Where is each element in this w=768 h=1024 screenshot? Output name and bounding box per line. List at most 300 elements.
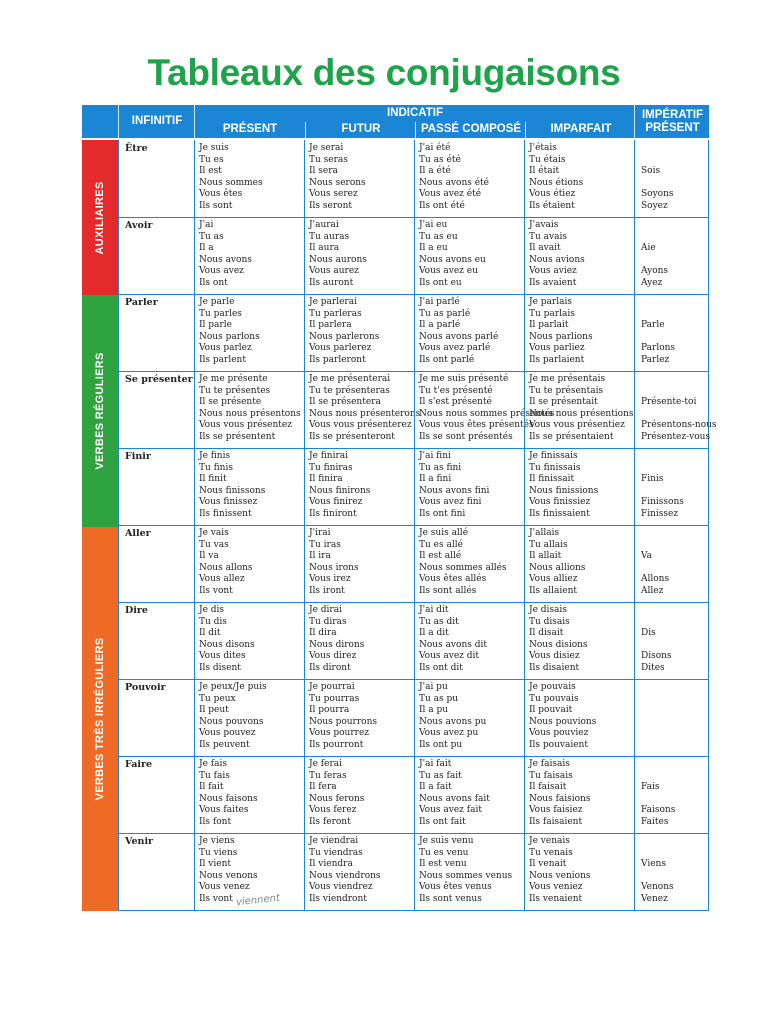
- conjugation-line: Je parlerai: [309, 297, 357, 307]
- imperatif-cell: [634, 833, 709, 910]
- imperatif-line: Finissons: [641, 497, 684, 508]
- conjugation-line: Nous disions: [529, 639, 588, 650]
- conjugation-line: Tu as pu: [419, 693, 459, 704]
- conjugation-line: Ils finissaient: [529, 508, 590, 519]
- imperatif-line: [641, 374, 708, 386]
- conjugation-line: Tu seras: [309, 154, 348, 165]
- conjugation-line: Il se présentait: [529, 397, 598, 408]
- group-irreguliers-label: VERBES TRÈS IRRÉGULIERS: [94, 637, 106, 801]
- conjugation-line: Ils ont dit: [419, 662, 463, 673]
- conjugation-line: Vous avez été: [419, 189, 482, 200]
- imperatif-line: Viens: [641, 859, 666, 870]
- conjugation-line: Ils avaient: [529, 277, 577, 288]
- header-indicatif-label: INDICATIF: [386, 107, 443, 119]
- conjugation-line: Ils peuvent: [199, 739, 250, 750]
- conjugation-line: Ils sont allés: [419, 585, 477, 596]
- imperatif-line: [641, 528, 708, 540]
- conjugation-line: Il dira: [309, 628, 337, 639]
- imperatif-cell: [634, 679, 709, 756]
- imparfait-cell: [524, 833, 634, 910]
- infinitif-cell: Avoir: [118, 217, 194, 294]
- passe-compose-cell: [414, 448, 524, 525]
- conjugation-line: Ils ont fait: [419, 816, 466, 827]
- conjugation-line: Tu peux: [199, 693, 236, 704]
- conjugation-line: Il allait: [529, 551, 562, 562]
- conjugation-line: Ils pouvaient: [529, 739, 588, 750]
- conjugation-line: Nous venions: [529, 870, 591, 881]
- header-passe-compose-label: PASSÉ COMPOSÉ: [420, 123, 522, 135]
- imparfait-cell: [524, 294, 634, 371]
- conjugation-line: Ils se sont présentés: [419, 431, 513, 442]
- conjugation-line: Nous parlerons: [309, 331, 380, 342]
- conjugation-line: Je dirai: [309, 605, 342, 615]
- imperatif-line: Venons: [641, 882, 674, 893]
- imperatif-line: [641, 386, 708, 398]
- conjugation-line: Il va: [199, 551, 219, 562]
- group-irreguliers: [82, 527, 118, 911]
- passe-compose-cell: [414, 294, 524, 371]
- conjugation-line: Vous venez: [199, 882, 250, 893]
- conjugation-line: J'ai fini: [419, 451, 451, 461]
- conjugation-line: Ils pourront: [309, 739, 364, 750]
- infinitif-cell: Dire: [118, 602, 194, 679]
- imperatif-cell: [634, 371, 717, 448]
- imperatif-line: [641, 728, 708, 740]
- passe-compose-cell: [414, 371, 555, 448]
- conjugation-line: J'aurai: [309, 220, 339, 230]
- conjugation-line: Tu es: [199, 154, 224, 165]
- header-imparfait: [525, 122, 636, 138]
- conjugation-line: Tu allais: [529, 539, 568, 550]
- conjugation-line: Vous êtes venus: [419, 882, 492, 893]
- present-cell: [194, 833, 304, 910]
- present-cell: [194, 679, 304, 756]
- header-indicatif-group: [194, 105, 635, 138]
- conjugation-line: Nous disons: [199, 639, 255, 650]
- conjugation-line: Je suis venu: [419, 836, 474, 846]
- conjugation-line: Tu as fait: [419, 770, 462, 781]
- conjugation-line: Tu venais: [529, 847, 573, 858]
- conjugation-line: Ils vont: [199, 585, 233, 596]
- table-row: [118, 756, 709, 834]
- conjugation-line: Tu as: [199, 231, 224, 242]
- imperatif-line: [641, 143, 708, 155]
- conjugation-line: Tu parles: [199, 308, 242, 319]
- conjugation-line: Je parlais: [529, 297, 572, 307]
- conjugation-line: J'ai fait: [419, 759, 452, 769]
- conjugation-line: Vous veniez: [529, 882, 583, 893]
- futur-cell: [304, 525, 414, 602]
- conjugation-line: Nous avons dit: [419, 639, 487, 650]
- conjugation-line: Il aura: [309, 243, 340, 254]
- conjugation-line: Nous serons: [309, 177, 366, 188]
- conjugation-line: Il parlait: [529, 320, 569, 331]
- conjugation-line: Vous vous présentez: [199, 420, 292, 431]
- present-cell: [194, 602, 304, 679]
- conjugation-line: Il a: [199, 243, 214, 254]
- conjugation-line: Il parle: [199, 320, 232, 331]
- conjugation-line: Tu diras: [309, 616, 347, 627]
- conjugation-line: Ils vont: [199, 893, 233, 904]
- imperatif-line: [641, 705, 708, 717]
- conjugation-line: Il a fini: [419, 474, 452, 485]
- conjugation-line: Il venait: [529, 859, 567, 870]
- conjugation-line: Tu feras: [309, 770, 347, 781]
- imperatif-line: Parlons: [641, 343, 676, 354]
- conjugation-line: J'irai: [309, 528, 331, 538]
- passe-compose-cell: [414, 140, 524, 217]
- conjugation-line: J'allais: [529, 528, 560, 538]
- conjugation-line: Tu finiras: [309, 462, 353, 473]
- conjugation-line: Vous pourrez: [309, 728, 370, 739]
- conjugation-line: Vous parlerez: [309, 343, 372, 354]
- imperatif-line: Présentez-vous: [641, 431, 711, 442]
- conjugation-line: Je suis allé: [419, 528, 469, 538]
- conjugation-line: Vous faisiez: [529, 805, 583, 816]
- passe-compose-cell: [414, 525, 524, 602]
- imperatif-line: Sois: [641, 166, 661, 177]
- conjugation-line: Nous viendrons: [309, 870, 381, 881]
- conjugation-line: Vous allez: [199, 574, 245, 585]
- table-header: [82, 105, 709, 138]
- conjugation-line: Nous finissions: [529, 485, 599, 496]
- conjugation-line: Il viendra: [309, 859, 353, 870]
- conjugation-line: Tu étais: [529, 154, 566, 165]
- imperatif-line: Finis: [641, 474, 664, 485]
- futur-cell: [304, 756, 414, 833]
- conjugation-line: Vous direz: [309, 651, 357, 662]
- imperatif-line: [641, 771, 708, 783]
- group-reguliers: [82, 295, 118, 527]
- conjugation-line: Je fais: [199, 759, 227, 769]
- futur-cell: [304, 371, 421, 448]
- conjugation-line: Ils finissent: [199, 508, 252, 519]
- imperatif-line: [641, 255, 708, 267]
- conjugation-line: Vous vous présentiez: [529, 420, 625, 431]
- conjugation-line: Je me présente: [199, 374, 268, 384]
- header-futur-label: FUTUR: [341, 123, 381, 135]
- conjugation-line: Ils venaient: [529, 893, 583, 904]
- futur-cell: [304, 294, 414, 371]
- conjugation-line: Nous avons fait: [419, 793, 490, 804]
- futur-cell: [304, 217, 414, 294]
- table-row: [118, 217, 709, 295]
- conjugation-line: Il faisait: [529, 782, 567, 793]
- conjugation-line: Tu viens: [199, 847, 238, 858]
- conjugation-line: Vous avez pu: [419, 728, 479, 739]
- table-row: [118, 294, 709, 372]
- conjugation-line: Tu t'es présenté: [419, 385, 493, 396]
- conjugation-line: Ils disaient: [529, 662, 580, 673]
- header-present: [195, 122, 305, 135]
- conjugation-line: Vous avez fait: [419, 805, 482, 816]
- conjugation-line: Il a dit: [419, 628, 449, 639]
- conjugation-line: Nous pouvions: [529, 716, 597, 727]
- imperatif-line: [641, 332, 708, 344]
- conjugation-line: Ils seront: [309, 200, 352, 211]
- conjugation-line: Ils ont fini: [419, 508, 466, 519]
- group-reguliers-label: VERBES RÉGULIERS: [94, 352, 106, 470]
- conjugation-line: Tu finissais: [529, 462, 581, 473]
- conjugation-line: Vous serez: [309, 189, 358, 200]
- conjugation-line: Tu avais: [529, 231, 567, 242]
- conjugation-line: Il disait: [529, 628, 564, 639]
- conjugation-line: Ils iront: [309, 585, 345, 596]
- conjugation-line: Ils faisaient: [529, 816, 583, 827]
- conjugation-line: Ils font: [199, 816, 232, 827]
- infinitif-cell: Se présenter: [118, 371, 194, 448]
- conjugation-line: Vous vous présenterez: [309, 420, 412, 431]
- conjugation-line: Tu vas: [199, 539, 229, 550]
- conjugation-line: Tu te présenteras: [309, 385, 390, 396]
- conjugation-line: Vous finirez: [309, 497, 363, 508]
- imperatif-line: Faisons: [641, 805, 676, 816]
- conjugation-line: Je finirai: [309, 451, 349, 461]
- group-auxiliaires: [82, 140, 118, 295]
- conjugation-line: Nous nous présentions: [529, 408, 634, 419]
- conjugation-line: Nous avons: [199, 254, 252, 265]
- imperatif-line: Finissez: [641, 508, 679, 519]
- present-cell: [194, 140, 304, 217]
- imperatif-line: [641, 682, 708, 694]
- imperatif-line: [641, 605, 708, 617]
- table-row: [118, 525, 709, 603]
- conjugation-line: Ils se présentaient: [529, 431, 614, 442]
- table-row: [118, 833, 709, 911]
- conjugation-line: Vous vous êtes présentés: [419, 420, 534, 431]
- conjugation-line: Je suis: [199, 143, 229, 153]
- conjugation-line: Vous êtes allés: [419, 574, 487, 585]
- present-cell: [194, 294, 304, 371]
- conjugation-line: Vous aviez: [529, 266, 577, 277]
- conjugation-line: Nous pourrons: [309, 716, 377, 727]
- infinitif-cell: Parler: [118, 294, 194, 371]
- imperatif-line: [641, 451, 708, 463]
- conjugation-line: Nous parlions: [529, 331, 593, 342]
- conjugation-line: Nous finissons: [199, 485, 266, 496]
- conjugation-line: Nous nous sommes présentés: [419, 408, 555, 419]
- conjugation-line: Il finissait: [529, 474, 575, 485]
- table-row: [118, 602, 709, 680]
- conjugation-line: J'ai pu: [419, 682, 448, 692]
- imperatif-line: Faites: [641, 816, 669, 827]
- conjugation-line: Il avait: [529, 243, 561, 254]
- futur-cell: [304, 833, 414, 910]
- conjugation-line: Il pourra: [309, 705, 350, 716]
- conjugation-line: Nous finirons: [309, 485, 371, 496]
- imperatif-line: Ayez: [641, 277, 663, 288]
- conjugation-line: Ils feront: [309, 816, 351, 827]
- conjugation-line: Il s'est présenté: [419, 397, 492, 408]
- conjugation-line: Tu iras: [309, 539, 341, 550]
- present-cell: [194, 371, 304, 448]
- imperatif-line: [641, 740, 708, 752]
- imperatif-line: [641, 486, 708, 498]
- conjugation-line: Il a eu: [419, 243, 448, 254]
- present-cell: [194, 448, 304, 525]
- conjugation-line: Vous pouviez: [529, 728, 589, 739]
- conjugation-line: Il a parlé: [419, 320, 461, 331]
- imparfait-cell: [524, 756, 634, 833]
- conjugation-line: Il a fait: [419, 782, 452, 793]
- conjugation-line: J'ai dit: [419, 605, 449, 615]
- conjugation-line: Tu es venu: [419, 847, 469, 858]
- header-futur: [305, 122, 416, 138]
- conjugation-line: Ils se présenteront: [309, 431, 395, 442]
- conjugation-line: Nous étions: [529, 177, 584, 188]
- imperatif-line: [641, 297, 708, 309]
- conjugation-line: Tu viendras: [309, 847, 363, 858]
- conjugation-line: Il vient: [199, 859, 231, 870]
- passe-compose-cell: [414, 217, 524, 294]
- present-cell: [194, 217, 304, 294]
- conjugation-line: Je ferai: [309, 759, 342, 769]
- imperatif-line: Soyons: [641, 189, 674, 200]
- conjugation-line: Nous faisons: [199, 793, 258, 804]
- conjugation-line: Vous irez: [309, 574, 351, 585]
- imperatif-line: Ayons: [641, 266, 669, 277]
- conjugation-line: Il a été: [419, 166, 451, 177]
- conjugation-line: Nous nous présenterons: [309, 408, 421, 419]
- conjugation-line: Je serai: [309, 143, 344, 153]
- conjugation-line: Je faisais: [529, 759, 570, 769]
- imperatif-line: [641, 409, 708, 421]
- imparfait-cell: [524, 602, 634, 679]
- passe-compose-cell: [414, 833, 524, 910]
- infinitif-cell: Être: [118, 140, 194, 217]
- conjugation-line: Nous avons fini: [419, 485, 490, 496]
- header-imperatif-label: IMPÉRATIF: [641, 109, 704, 121]
- conjugation-line: Nous allons: [199, 562, 253, 573]
- imperatif-cell: [634, 448, 709, 525]
- conjugation-line: Nous parlons: [199, 331, 260, 342]
- conjugation-line: Nous avons parlé: [419, 331, 499, 342]
- imperatif-line: [641, 717, 708, 729]
- conjugation-line: Je me présenterai: [309, 374, 391, 384]
- imperatif-line: [641, 759, 708, 771]
- conjugation-line: Je pouvais: [529, 682, 576, 692]
- present-cell: [194, 525, 304, 602]
- conjugation-line: Tu es allé: [419, 539, 463, 550]
- conjugation-line: Tu parlais: [529, 308, 575, 319]
- conjugation-line: Ils se présentent: [199, 431, 276, 442]
- conjugation-line: Vous alliez: [529, 574, 578, 585]
- imperatif-line: Disons: [641, 651, 672, 662]
- conjugation-line: Ils parlent: [199, 354, 246, 365]
- header-imperatif-present-label: PRÉSENT: [645, 122, 700, 134]
- conjugation-line: J'ai eu: [419, 220, 448, 230]
- conjugation-line: Ils ont pu: [419, 739, 463, 750]
- conjugation-line: Nous avons été: [419, 177, 489, 188]
- header-passe-compose: [415, 122, 526, 138]
- conjugation-line: Tu as été: [419, 154, 461, 165]
- conjugation-line: J'ai été: [419, 143, 451, 153]
- conjugation-line: Ils étaient: [529, 200, 575, 211]
- conjugation-line: Nous venons: [199, 870, 258, 881]
- conjugation-line: Vous pouvez: [199, 728, 256, 739]
- conjugation-line: Ils parlaient: [529, 354, 585, 365]
- conjugation-line: Je parle: [199, 297, 235, 307]
- conjugation-line: Tu te présentais: [529, 385, 604, 396]
- imperatif-line: [641, 178, 708, 190]
- conjugation-line: Nous ferons: [309, 793, 365, 804]
- conjugation-line: Je finis: [199, 451, 231, 461]
- conjugation-line: Tu finis: [199, 462, 233, 473]
- conjugation-line: Il finit: [199, 474, 227, 485]
- imperatif-line: Allons: [641, 574, 670, 585]
- page-title: Tableaux des conjugaisons: [147, 52, 621, 93]
- conjugation-line: Vous avez dit: [419, 651, 480, 662]
- conjugation-line: Vous parliez: [529, 343, 585, 354]
- imperatif-line: Venez: [641, 893, 668, 904]
- conjugation-line: Tu as eu: [419, 231, 458, 242]
- conjugation-line: Ils ont parlé: [419, 354, 475, 365]
- imperatif-line: [641, 563, 708, 575]
- conjugation-line: Nous sommes allés: [419, 562, 507, 573]
- passe-compose-cell: [414, 756, 524, 833]
- conjugation-line: Tu faisais: [529, 770, 573, 781]
- present-cell: [194, 756, 304, 833]
- conjugation-line: Nous nous présentons: [199, 408, 301, 419]
- conjugation-line: Vous êtes: [199, 189, 243, 200]
- conjugation-line: Ils allaient: [529, 585, 578, 596]
- imperatif-line: [641, 463, 708, 475]
- table-row: [118, 140, 709, 218]
- handwritten-note: viennent: [235, 893, 281, 909]
- header-present-label: PRÉSENT: [222, 123, 278, 135]
- futur-cell: [304, 448, 414, 525]
- conjugation-line: Tu auras: [309, 231, 350, 242]
- conjugation-line: Vous dites: [199, 651, 246, 662]
- imparfait-cell: [524, 525, 634, 602]
- infinitif-cell: Faire: [118, 756, 194, 833]
- conjugation-line: Je me suis présenté: [419, 374, 509, 384]
- conjugation-line: Nous avions: [529, 254, 585, 265]
- table-row: [118, 679, 709, 757]
- conjugation-line: Ils auront: [309, 277, 354, 288]
- imperatif-line: Soyez: [641, 200, 668, 211]
- futur-cell: [304, 140, 414, 217]
- conjugation-line: Ils ont: [199, 277, 228, 288]
- conjugation-line: Je pourrai: [309, 682, 355, 692]
- conjugation-line: Tu te présentes: [199, 385, 271, 396]
- conjugation-line: Il est allé: [419, 551, 462, 562]
- conjugation-line: Ils viendront: [309, 893, 367, 904]
- conjugation-line: Il a pu: [419, 705, 449, 716]
- conjugation-line: Il est: [199, 166, 222, 177]
- imperatif-line: Dis: [641, 628, 656, 639]
- conjugation-line: Tu dis: [199, 616, 227, 627]
- conjugation-line: Tu disais: [529, 616, 570, 627]
- conjugation-line: Il se présentera: [309, 397, 381, 408]
- conjugation-line: Il peut: [199, 705, 229, 716]
- conjugation-line: Vous finissiez: [529, 497, 591, 508]
- imperatif-cell: [634, 294, 709, 371]
- conjugation-line: Il est venu: [419, 859, 467, 870]
- conjugation-line: Vous parlez: [199, 343, 252, 354]
- conjugation-line: Je me présentais: [529, 374, 606, 384]
- imperatif-line: [641, 220, 708, 232]
- conjugation-line: Ils diront: [309, 662, 351, 673]
- conjugation-line: J'ai: [199, 220, 214, 230]
- imperatif-line: Aie: [641, 243, 656, 254]
- imperatif-line: [641, 794, 708, 806]
- conjugation-line: Tu pouvais: [529, 693, 579, 704]
- imperatif-line: [641, 617, 708, 629]
- conjugation-line: Vous avez: [199, 266, 244, 277]
- conjugation-line: Nous aurons: [309, 254, 367, 265]
- conjugation-line: Je peux/Je puis: [199, 682, 267, 692]
